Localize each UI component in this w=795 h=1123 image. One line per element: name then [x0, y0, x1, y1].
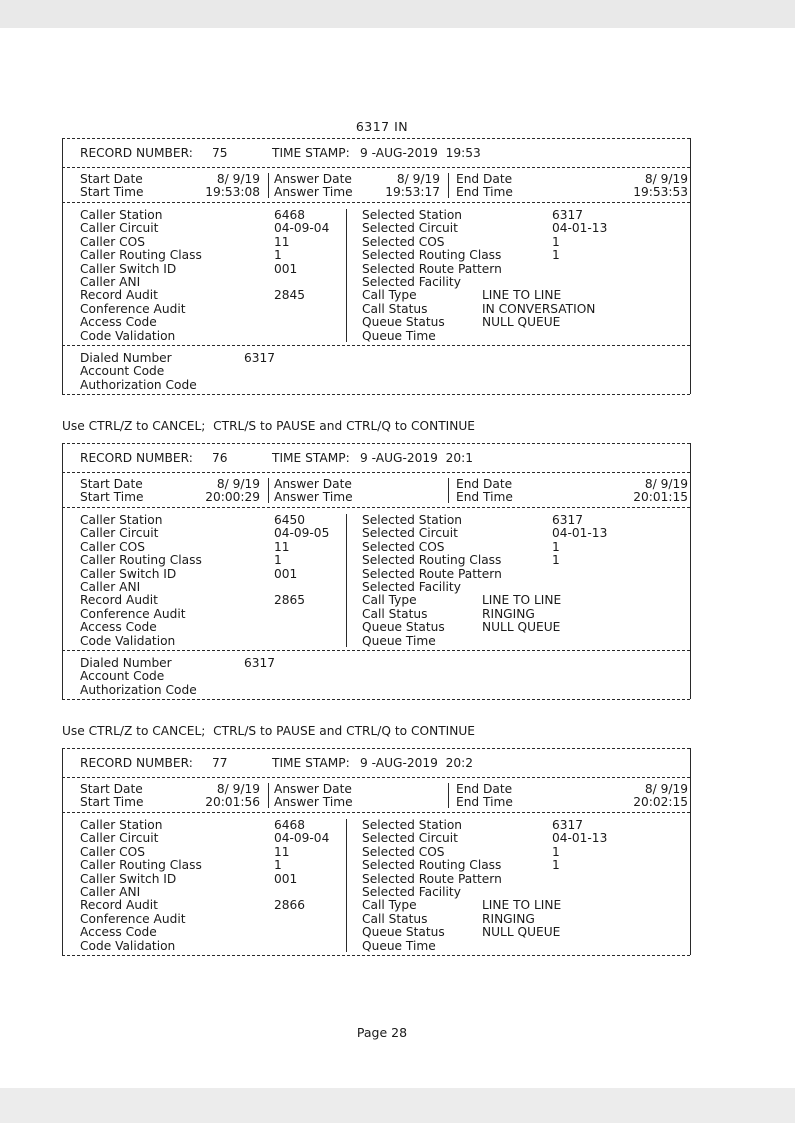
caller-switch-id-value: 001: [274, 566, 298, 581]
caller-circuit-value: 04-09-04: [274, 831, 330, 846]
record-top-border: [62, 138, 690, 139]
dates-separator-1: [268, 478, 269, 503]
dates-divider: [62, 812, 690, 813]
dialed-number-label: Dialed Number: [80, 656, 172, 670]
start-time-value: 20:01:56: [205, 795, 260, 810]
selected-cos-value: 1: [552, 844, 560, 859]
start-date-value: 8/ 9/19: [216, 172, 260, 186]
station-divider: [62, 650, 690, 651]
time-stamp-label: TIME STAMP:: [272, 451, 350, 465]
end-date-label: End Date: [456, 172, 513, 186]
queue-time-label: Queue Time: [362, 328, 436, 343]
caller-circuit-label: Caller Circuit: [80, 526, 159, 541]
caller-station-value: 6468: [274, 818, 306, 832]
header-divider: [62, 167, 690, 168]
selected-circuit-value: 04-01-13: [552, 526, 608, 541]
call-status-label: Call Status: [362, 606, 428, 621]
continue-prompt: Use CTRL/Z to CANCEL; CTRL/S to PAUSE and CTRL/Q to CONTINUE: [62, 724, 475, 738]
dates-divider: [62, 507, 690, 508]
selected-circuit-value: 04-01-13: [552, 221, 608, 236]
end-date-value: 8/ 9/19: [644, 782, 688, 796]
caller-switch-id-value: 001: [274, 261, 298, 276]
dates-divider: [62, 202, 690, 203]
end-time-label: End Time: [456, 185, 513, 200]
start-time-value: 19:53:08: [205, 185, 260, 200]
caller-cos-label: Caller COS: [80, 234, 145, 249]
account-code-label: Account Code: [80, 364, 165, 379]
call-type-label: Call Type: [362, 593, 417, 608]
page-title: 6317 IN: [355, 119, 409, 134]
record-audit-value: 2865: [274, 593, 306, 608]
record-top-border: [62, 443, 690, 444]
authorization-code-label: Authorization Code: [80, 682, 197, 697]
header-divider: [62, 472, 690, 473]
caller-circuit-label: Caller Circuit: [80, 221, 159, 236]
call-status-value: IN CONVERSATION: [482, 301, 596, 316]
call-type-value: LINE TO LINE: [482, 593, 562, 608]
call-type-label: Call Type: [362, 898, 417, 913]
access-code-label: Access Code: [80, 925, 157, 940]
dates-separator-1: [268, 783, 269, 808]
end-time-label: End Time: [456, 795, 513, 810]
selected-circuit-value: 04-01-13: [552, 831, 608, 846]
station-separator: [346, 514, 347, 647]
answer-time-value: 19:53:17: [385, 185, 440, 200]
selected-station-value: 6317: [552, 208, 584, 222]
selected-cos-value: 1: [552, 234, 560, 249]
record-right-border: [690, 138, 691, 394]
caller-routing-class-label: Caller Routing Class: [80, 553, 202, 568]
caller-routing-class-value: 1: [274, 858, 282, 873]
selected-cos-label: Selected COS: [362, 234, 445, 249]
caller-routing-class-value: 1: [274, 553, 282, 568]
caller-ani-label: Caller ANI: [80, 580, 141, 594]
time-stamp-label: TIME STAMP:: [272, 756, 350, 770]
record-number-label: RECORD NUMBER:: [80, 756, 193, 770]
continue-prompt: Use CTRL/Z to CANCEL; CTRL/S to PAUSE and CTRL/Q to CONTINUE: [62, 419, 475, 433]
record-number-value: 76: [212, 451, 228, 465]
station-separator: [346, 819, 347, 952]
dialed-number-value: 6317: [244, 351, 276, 365]
queue-status-value: NULL QUEUE: [482, 925, 561, 940]
answer-time-label: Answer Time: [274, 490, 353, 505]
caller-cos-label: Caller COS: [80, 844, 145, 859]
dialed-number-value: 6317: [244, 656, 276, 670]
dialed-number-label: Dialed Number: [80, 351, 172, 365]
dates-separator-2: [448, 783, 449, 808]
record-bottom-border: [62, 955, 690, 956]
end-time-label: End Time: [456, 490, 513, 505]
selected-routing-class-label: Selected Routing Class: [362, 248, 502, 263]
dates-separator-1: [268, 173, 269, 198]
start-date-label: Start Date: [80, 782, 143, 796]
record-audit-value: 2866: [274, 898, 306, 913]
answer-time-label: Answer Time: [274, 795, 353, 810]
caller-cos-label: Caller COS: [80, 539, 145, 554]
access-code-label: Access Code: [80, 315, 157, 330]
caller-cos-value: 11: [274, 234, 290, 249]
call-status-label: Call Status: [362, 301, 428, 316]
caller-cos-value: 11: [274, 539, 290, 554]
call-type-value: LINE TO LINE: [482, 288, 562, 303]
selected-facility-label: Selected Facility: [362, 275, 461, 289]
caller-circuit-value: 04-09-05: [274, 526, 330, 541]
selected-route-pattern-label: Selected Route Pattern: [362, 261, 502, 276]
start-time-label: Start Time: [80, 795, 144, 810]
dates-separator-2: [448, 478, 449, 503]
page-footer: Page 28: [356, 1025, 408, 1040]
answer-time-label: Answer Time: [274, 185, 353, 200]
record-audit-label: Record Audit: [80, 288, 158, 303]
queue-status-label: Queue Status: [362, 620, 445, 635]
end-date-value: 8/ 9/19: [644, 477, 688, 491]
answer-date-label: Answer Date: [274, 782, 352, 796]
queue-status-value: NULL QUEUE: [482, 620, 561, 635]
caller-ani-label: Caller ANI: [80, 275, 141, 289]
conference-audit-label: Conference Audit: [80, 606, 186, 621]
queue-status-label: Queue Status: [362, 925, 445, 940]
start-date-label: Start Date: [80, 477, 143, 491]
access-code-label: Access Code: [80, 620, 157, 635]
start-date-value: 8/ 9/19: [216, 782, 260, 796]
caller-switch-id-value: 001: [274, 871, 298, 886]
record-left-border: [62, 748, 63, 955]
header-divider: [62, 777, 690, 778]
selected-circuit-label: Selected Circuit: [362, 831, 458, 846]
code-validation-label: Code Validation: [80, 938, 176, 953]
queue-time-label: Queue Time: [362, 938, 436, 953]
start-date-label: Start Date: [80, 172, 143, 186]
caller-station-label: Caller Station: [80, 818, 163, 832]
selected-routing-class-value: 1: [552, 858, 560, 873]
selected-routing-class-value: 1: [552, 553, 560, 568]
record-right-border: [690, 748, 691, 955]
caller-ani-label: Caller ANI: [80, 885, 141, 899]
station-separator: [346, 209, 347, 342]
caller-routing-class-value: 1: [274, 248, 282, 263]
selected-station-label: Selected Station: [362, 208, 463, 222]
end-date-value: 8/ 9/19: [644, 172, 688, 186]
time-stamp-label: TIME STAMP:: [272, 146, 350, 160]
end-time-value: 20:02:15: [633, 795, 688, 810]
caller-station-label: Caller Station: [80, 513, 163, 527]
start-time-value: 20:00:29: [205, 490, 260, 505]
selected-cos-label: Selected COS: [362, 844, 445, 859]
call-status-label: Call Status: [362, 911, 428, 926]
caller-station-value: 6450: [274, 513, 306, 527]
time-stamp-value: 9 -AUG-2019 19:53: [360, 146, 481, 160]
station-divider: [62, 345, 690, 346]
caller-circuit-label: Caller Circuit: [80, 831, 159, 846]
queue-time-label: Queue Time: [362, 633, 436, 648]
end-date-label: End Date: [456, 477, 513, 491]
selected-routing-class-value: 1: [552, 248, 560, 263]
record-number-label: RECORD NUMBER:: [80, 451, 193, 465]
time-stamp-value: 9 -AUG-2019 20:1: [360, 451, 473, 465]
record-bottom-border: [62, 394, 690, 395]
conference-audit-label: Conference Audit: [80, 911, 186, 926]
caller-routing-class-label: Caller Routing Class: [80, 248, 202, 263]
record-audit-label: Record Audit: [80, 898, 158, 913]
selected-station-label: Selected Station: [362, 818, 463, 832]
end-time-value: 20:01:15: [633, 490, 688, 505]
selected-facility-label: Selected Facility: [362, 580, 461, 594]
selected-station-value: 6317: [552, 513, 584, 527]
record-left-border: [62, 443, 63, 699]
selected-routing-class-label: Selected Routing Class: [362, 553, 502, 568]
record-number-value: 75: [212, 146, 228, 160]
start-time-label: Start Time: [80, 490, 144, 505]
start-time-label: Start Time: [80, 185, 144, 200]
answer-date-value: 8/ 9/19: [396, 172, 440, 186]
caller-station-label: Caller Station: [80, 208, 163, 222]
caller-cos-value: 11: [274, 844, 290, 859]
call-type-value: LINE TO LINE: [482, 898, 562, 913]
record-left-border: [62, 138, 63, 394]
queue-status-value: NULL QUEUE: [482, 315, 561, 330]
account-code-label: Account Code: [80, 669, 165, 684]
selected-circuit-label: Selected Circuit: [362, 526, 458, 541]
caller-switch-id-label: Caller Switch ID: [80, 871, 177, 886]
record-bottom-border: [62, 699, 690, 700]
conference-audit-label: Conference Audit: [80, 301, 186, 316]
record-number-value: 77: [212, 756, 228, 770]
call-type-label: Call Type: [362, 288, 417, 303]
call-status-value: RINGING: [482, 606, 535, 621]
caller-switch-id-label: Caller Switch ID: [80, 566, 177, 581]
authorization-code-label: Authorization Code: [80, 377, 197, 392]
record-number-label: RECORD NUMBER:: [80, 146, 193, 160]
end-time-value: 19:53:53: [633, 185, 688, 200]
record-top-border: [62, 748, 690, 749]
caller-station-value: 6468: [274, 208, 306, 222]
caller-switch-id-label: Caller Switch ID: [80, 261, 177, 276]
caller-circuit-value: 04-09-04: [274, 221, 330, 236]
record-audit-label: Record Audit: [80, 593, 158, 608]
code-validation-label: Code Validation: [80, 328, 176, 343]
selected-route-pattern-label: Selected Route Pattern: [362, 871, 502, 886]
selected-cos-label: Selected COS: [362, 539, 445, 554]
selected-station-value: 6317: [552, 818, 584, 832]
start-date-value: 8/ 9/19: [216, 477, 260, 491]
dates-separator-2: [448, 173, 449, 198]
code-validation-label: Code Validation: [80, 633, 176, 648]
selected-route-pattern-label: Selected Route Pattern: [362, 566, 502, 581]
selected-routing-class-label: Selected Routing Class: [362, 858, 502, 873]
call-status-value: RINGING: [482, 911, 535, 926]
queue-status-label: Queue Status: [362, 315, 445, 330]
selected-cos-value: 1: [552, 539, 560, 554]
time-stamp-value: 9 -AUG-2019 20:2: [360, 756, 473, 770]
caller-routing-class-label: Caller Routing Class: [80, 858, 202, 873]
selected-circuit-label: Selected Circuit: [362, 221, 458, 236]
selected-station-label: Selected Station: [362, 513, 463, 527]
answer-date-label: Answer Date: [274, 477, 352, 491]
answer-date-label: Answer Date: [274, 172, 352, 186]
end-date-label: End Date: [456, 782, 513, 796]
record-right-border: [690, 443, 691, 699]
record-audit-value: 2845: [274, 288, 306, 303]
selected-facility-label: Selected Facility: [362, 885, 461, 899]
report-page: [62, 0, 702, 1123]
